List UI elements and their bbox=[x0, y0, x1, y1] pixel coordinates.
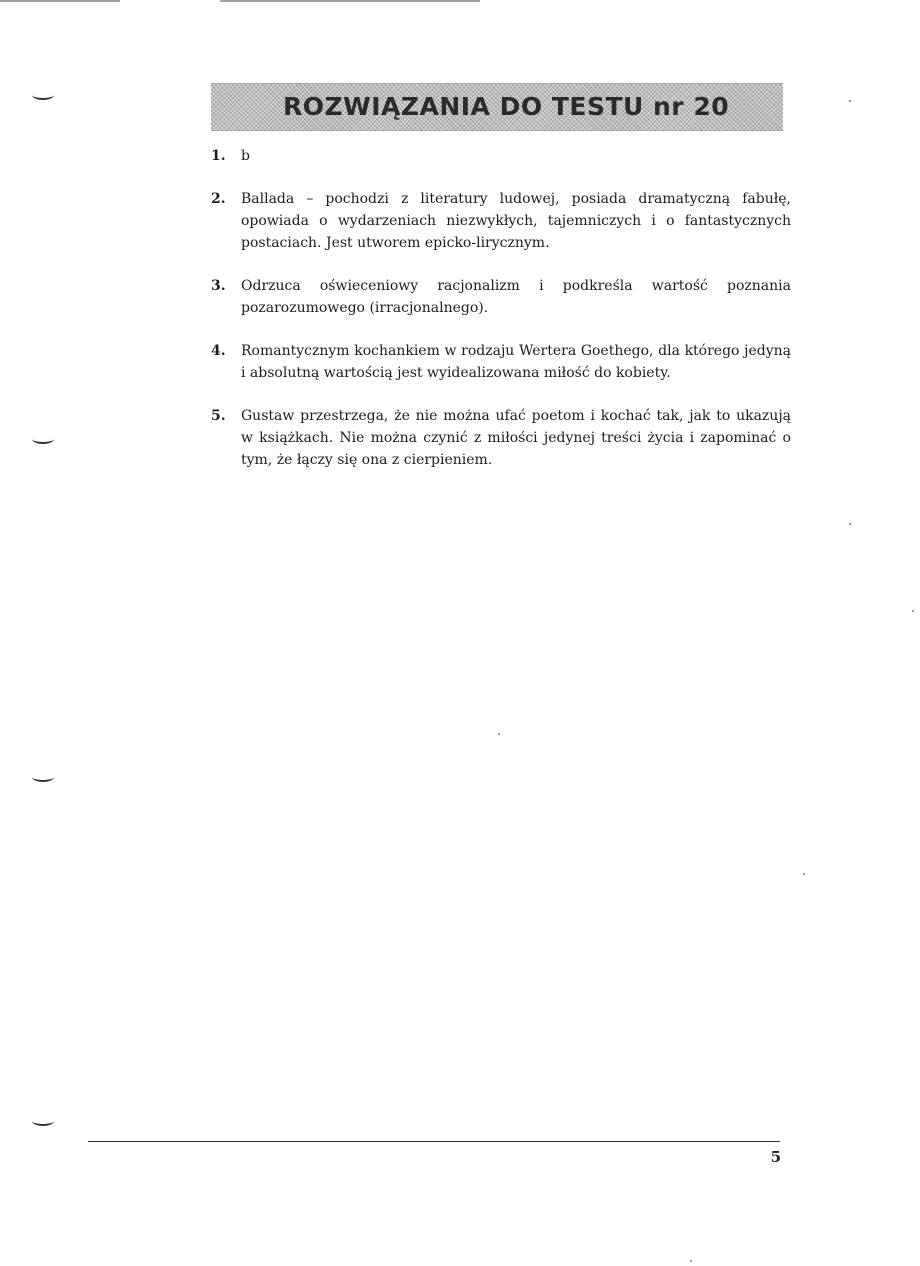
footer-rule bbox=[88, 1141, 780, 1142]
answer-item bbox=[211, 340, 791, 384]
binding-hole-mark bbox=[32, 434, 54, 444]
answer-number: 1. bbox=[211, 148, 226, 164]
binding-hole-mark bbox=[32, 1116, 54, 1126]
scan-speck bbox=[690, 1260, 692, 1262]
answer-number: 3. bbox=[211, 278, 226, 294]
answer-item bbox=[211, 188, 791, 254]
answer-number: 4. bbox=[211, 343, 226, 359]
answer-number: 2. bbox=[211, 191, 226, 207]
answer-text: Odrzuca oświeceniowy racjonalizm i podkreśla wartość poznania pozarozumowego (irracjonalnego). bbox=[241, 278, 791, 316]
page-title: ROZWIĄZANIA DO TESTU nr 20 bbox=[283, 92, 730, 121]
page-number: 5 bbox=[770, 1148, 781, 1166]
answer-item bbox=[211, 145, 791, 167]
answer-list bbox=[211, 145, 791, 492]
scan-speck bbox=[849, 100, 851, 102]
binding-hole-mark bbox=[32, 772, 54, 782]
answer-item bbox=[211, 275, 791, 319]
scan-speck bbox=[849, 523, 851, 525]
answer-text: Romantycznym kochankiem w rodzaju Wertera Goethego, dla którego jedyną i absolutną wartością jest wyidealizowana miłość do kobiety. bbox=[241, 343, 791, 381]
scan-speck bbox=[498, 733, 500, 735]
answer-number: 5. bbox=[211, 408, 226, 424]
scan-top-line bbox=[0, 0, 480, 2]
scan-speck bbox=[803, 873, 805, 875]
answer-text: b bbox=[241, 148, 250, 164]
scan-speck bbox=[912, 610, 914, 612]
answer-item bbox=[211, 405, 791, 471]
answer-text: Gustaw przestrzega, że nie można ufać poetom i kochać tak, jak to ukazują w książkach. Nie można czynić z miłości jedynej treści życia i zapominać o tym, że łączy się ona z cierpieniem. bbox=[241, 408, 791, 468]
binding-hole-mark bbox=[32, 90, 54, 100]
answer-text: Ballada – pochodzi z literatury ludowej, posiada dramatyczną fabułę, opowiada o wydarzeniach niezwykłych, tajemniczych i o fantastycznych postaciach. Jest utworem epicko-lirycznym. bbox=[241, 191, 791, 251]
